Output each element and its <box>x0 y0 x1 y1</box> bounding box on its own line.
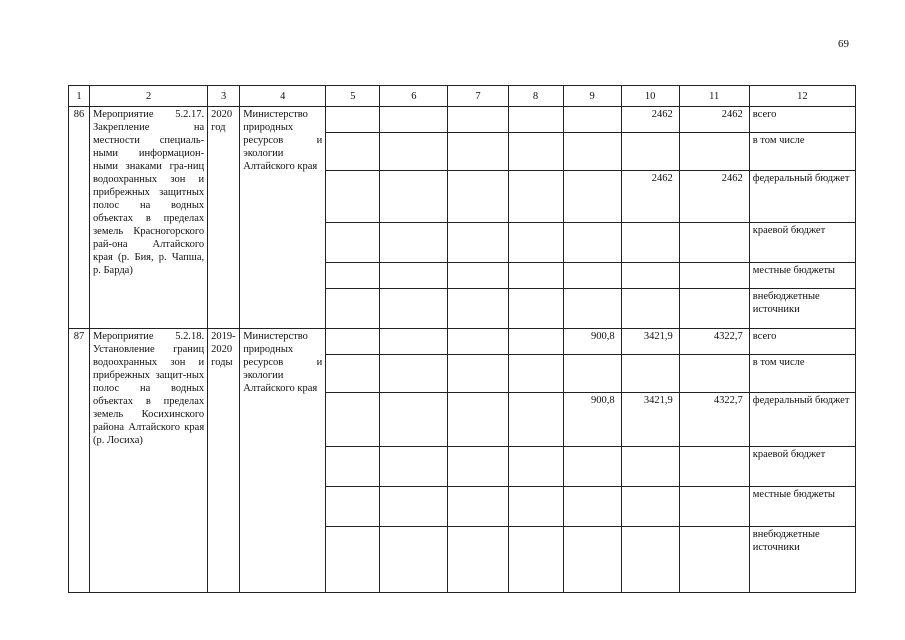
cell-col11: 4322,7 <box>679 393 749 447</box>
cell-blank <box>508 263 563 289</box>
col-header-1: 1 <box>69 86 90 107</box>
cell-blank <box>508 329 563 355</box>
cell-blank <box>380 355 448 393</box>
cell-col9 <box>563 447 621 487</box>
cell-blank <box>448 527 508 593</box>
funding-source: местные бюджеты <box>749 487 855 527</box>
cell-blank <box>448 223 508 263</box>
program-table <box>68 85 856 593</box>
cell-blank <box>380 289 448 329</box>
col-header-3: 3 <box>208 86 240 107</box>
table-row <box>69 329 856 355</box>
cell-blank <box>508 527 563 593</box>
cell-blank <box>380 133 448 171</box>
cell-col9 <box>563 289 621 329</box>
col-header-10: 10 <box>621 86 679 107</box>
cell-blank <box>380 393 448 447</box>
cell-blank <box>326 171 380 223</box>
funding-source: федеральный бюджет <box>749 171 855 223</box>
cell-blank <box>448 487 508 527</box>
cell-col11: 4322,7 <box>679 329 749 355</box>
cell-blank <box>508 393 563 447</box>
cell-blank <box>448 171 508 223</box>
cell-col10 <box>621 487 679 527</box>
cell-col11 <box>679 133 749 171</box>
cell-blank <box>448 133 508 171</box>
cell-col9 <box>563 487 621 527</box>
cell-blank <box>508 487 563 527</box>
cell-blank <box>380 171 448 223</box>
cell-col9 <box>563 171 621 223</box>
header-row <box>69 86 856 107</box>
funding-source: в том числе <box>749 133 855 171</box>
funding-source: краевой бюджет <box>749 223 855 263</box>
cell-blank <box>380 263 448 289</box>
cell-col10: 2462 <box>621 107 679 133</box>
cell-col10: 2462 <box>621 171 679 223</box>
funding-source: краевой бюджет <box>749 447 855 487</box>
funding-source: всего <box>749 107 855 133</box>
cell-blank <box>326 447 380 487</box>
cell-blank <box>448 329 508 355</box>
cell-blank <box>326 223 380 263</box>
cell-col10 <box>621 527 679 593</box>
col-header-8: 8 <box>508 86 563 107</box>
cell-col10 <box>621 355 679 393</box>
cell-blank <box>448 393 508 447</box>
cell-blank <box>508 223 563 263</box>
measure-description: Мероприятие 5.2.18. Установление границ водоохранных зон и прибрежных защит-ных полос на водных объектах в пределах земель Косихинского района Алтайского края (р. Лосиха) <box>90 329 208 593</box>
cell-blank <box>380 447 448 487</box>
cell-col10 <box>621 447 679 487</box>
funding-source: внебюджетные источники <box>749 527 855 593</box>
col-header-7: 7 <box>448 86 508 107</box>
cell-blank <box>508 447 563 487</box>
cell-blank <box>508 107 563 133</box>
cell-col11 <box>679 263 749 289</box>
table-row <box>69 107 856 133</box>
cell-blank <box>326 393 380 447</box>
cell-blank <box>326 133 380 171</box>
cell-col10 <box>621 133 679 171</box>
cell-col11 <box>679 527 749 593</box>
page-number: 69 <box>838 38 849 50</box>
cell-col11 <box>679 355 749 393</box>
cell-col9: 900,8 <box>563 393 621 447</box>
cell-blank <box>326 107 380 133</box>
cell-col11 <box>679 447 749 487</box>
cell-blank <box>380 223 448 263</box>
cell-col9 <box>563 263 621 289</box>
cell-col11: 2462 <box>679 171 749 223</box>
col-header-9: 9 <box>563 86 621 107</box>
cell-blank <box>326 263 380 289</box>
cell-col11 <box>679 223 749 263</box>
cell-blank <box>380 329 448 355</box>
cell-col10 <box>621 223 679 263</box>
measure-description: Мероприятие 5.2.17. Закрепление на местности специаль-ными информацион-ными знаками гра-ниц водоохранных зон и прибрежных защитных полос на водных объектах в пределах земель Красногорского рай-она Алтайского края (р. Бия, р. Чапша, р. Барда) <box>90 107 208 329</box>
cell-blank <box>326 329 380 355</box>
cell-blank <box>508 171 563 223</box>
cell-blank <box>380 527 448 593</box>
cell-col10 <box>621 263 679 289</box>
funding-source: местные бюджеты <box>749 263 855 289</box>
cell-blank <box>508 289 563 329</box>
cell-blank <box>326 355 380 393</box>
measure-year: 2020 год <box>208 107 240 329</box>
cell-blank <box>508 133 563 171</box>
funding-source: внебюджетные источники <box>749 289 855 329</box>
cell-blank <box>448 289 508 329</box>
col-header-11: 11 <box>679 86 749 107</box>
funding-source: федеральный бюджет <box>749 393 855 447</box>
col-header-6: 6 <box>380 86 448 107</box>
cell-col11 <box>679 289 749 329</box>
cell-blank <box>380 107 448 133</box>
funding-source: всего <box>749 329 855 355</box>
cell-col9 <box>563 355 621 393</box>
cell-col9 <box>563 107 621 133</box>
col-header-2: 2 <box>90 86 208 107</box>
cell-blank <box>448 263 508 289</box>
cell-blank <box>326 289 380 329</box>
row-number: 87 <box>69 329 90 593</box>
funding-source: в том числе <box>749 355 855 393</box>
col-header-5: 5 <box>326 86 380 107</box>
row-number: 86 <box>69 107 90 329</box>
cell-blank <box>448 355 508 393</box>
cell-col9 <box>563 527 621 593</box>
measure-year: 2019-2020 годы <box>208 329 240 593</box>
cell-blank <box>448 447 508 487</box>
cell-blank <box>326 487 380 527</box>
cell-col11 <box>679 487 749 527</box>
cell-col10 <box>621 289 679 329</box>
measure-executor: Министерство природных ресурсов и экологии Алтайского края <box>240 107 326 329</box>
col-header-4: 4 <box>240 86 326 107</box>
cell-col10: 3421,9 <box>621 329 679 355</box>
cell-col9: 900,8 <box>563 329 621 355</box>
cell-col11: 2462 <box>679 107 749 133</box>
cell-blank <box>508 355 563 393</box>
col-header-12: 12 <box>749 86 855 107</box>
cell-blank <box>448 107 508 133</box>
cell-col9 <box>563 133 621 171</box>
cell-blank <box>380 487 448 527</box>
cell-col10: 3421,9 <box>621 393 679 447</box>
cell-col9 <box>563 223 621 263</box>
cell-blank <box>326 527 380 593</box>
measure-executor: Министерство природных ресурсов и экологии Алтайского края <box>240 329 326 593</box>
